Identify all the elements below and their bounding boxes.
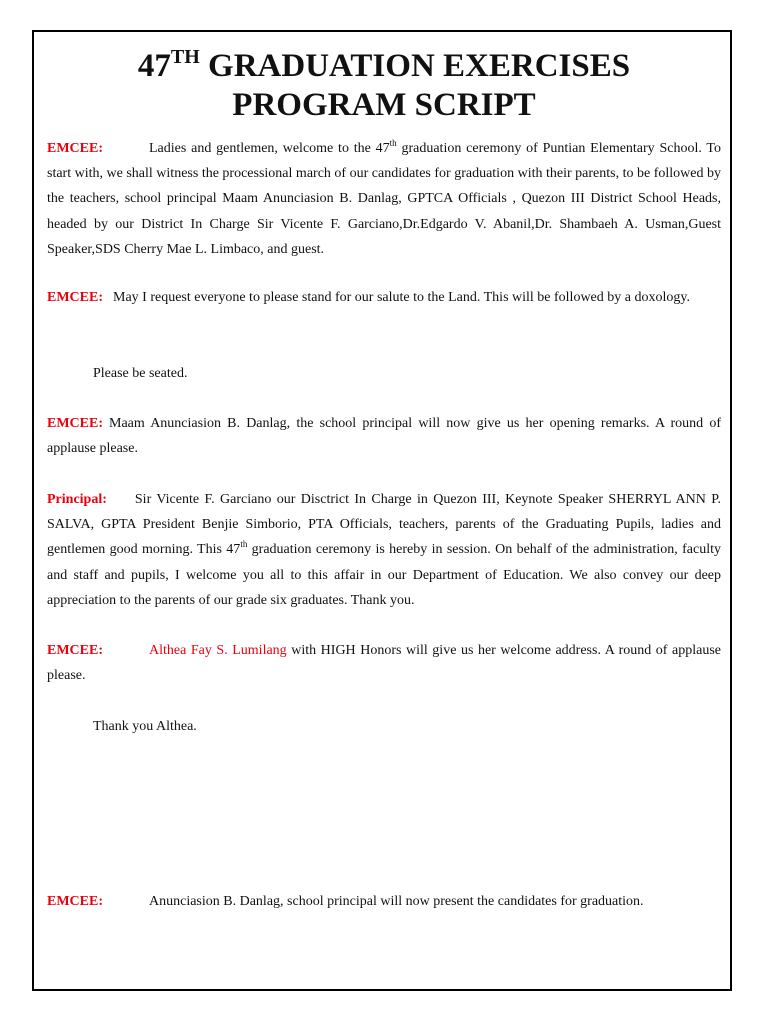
speaker-label: EMCEE: [47, 416, 103, 431]
emcee-salute-paragraph: EMCEE: May I request everyone to please stand for our salute to the Land. This will be followed by a doxology. [47, 290, 690, 305]
please-seated-line: Please be seated. [93, 366, 188, 381]
speaker-label: Principal: [47, 492, 107, 507]
speaker-label: EMCEE: [47, 643, 103, 658]
document-title-line1: 47TH GRADUATION EXERCISES [137, 46, 631, 84]
document-title-line2: PROGRAM SCRIPT [232, 87, 536, 123]
emcee-candidates-paragraph: EMCEE: Anunciasion B. Danlag, school principal will now present the candidates for graduation. [47, 894, 644, 909]
honor-student-name: Althea Fay S. Lumilang [149, 643, 287, 658]
speaker-label: EMCEE: [47, 141, 103, 156]
speaker-label: EMCEE: [47, 290, 103, 305]
emcee-opening-remarks-paragraph: EMCEE: Maam Anunciasion B. Danlag, the school principal will now give us her opening remarks. A round of applause please. [47, 416, 721, 457]
emcee-welcome-address-paragraph: EMCEE: Althea Fay S. Lumilang with HIGH Honors will give us her welcome address. A round of applause please. [47, 643, 721, 684]
principal-speech-paragraph: Principal: Sir Vicente F. Garciano our Disctrict In Charge in Quezon III, Keynote Speaker SHERRYL ANN P. SALVA, GPTA President Benjie Simborio, PTA Officials, teachers, parents of the Graduating Pupils, ladies and gentlemen good morning. This 47th graduation ceremony is hereby in session. On behalf of the administration, faculty and staff and pupils, I welcome you all to this affair in our Department of Education. We also convey our deep appreciation to the parents of our grade six graduates. Thank you. [47, 492, 721, 608]
emcee-welcome-paragraph: EMCEE: Ladies and gentlemen, welcome to the 47th graduation ceremony of Puntian Elementary School. To start with, we shall witness the processional march of our candidates for graduation with their parents, to be followed by the teachers, school principal Maam Anunciasion B. Danlag, GPTCA Officials , Quezon III District School Heads, headed by our District In Charge Sir Vicente F. Garciano,Dr.Edgardo V. Abanil,Dr. Shambaeh A. Usman,Guest Speaker,SDS Cherry Mae L. Limbaco, and guest. [47, 138, 721, 257]
thank-you-line: Thank you Althea. [93, 719, 197, 734]
speaker-label: EMCEE: [47, 894, 103, 909]
